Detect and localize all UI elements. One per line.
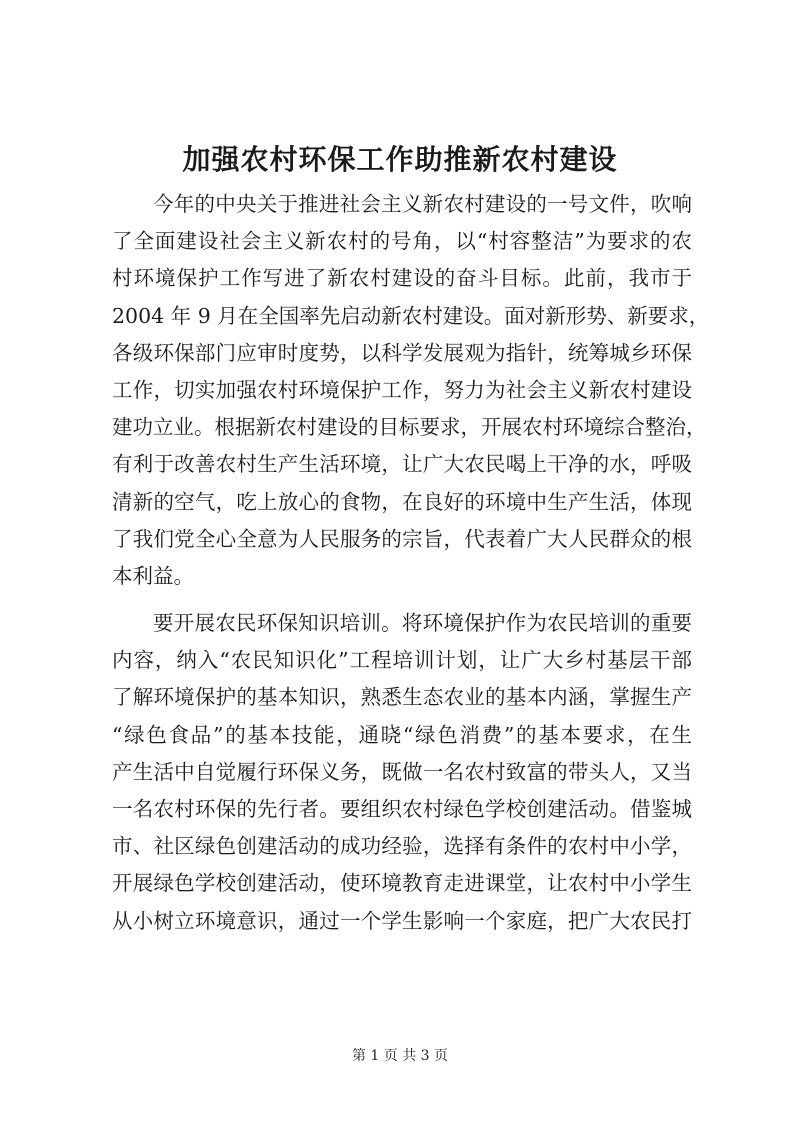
text-line: 了解环境保护的基本知识，熟悉生态农业的基本内涵，掌握生产 <box>112 685 692 710</box>
text-line: 开展绿色学校创建活动，使环境教育走进课堂，让农村中小学生 <box>112 871 692 896</box>
text-line: 2004 年 9 月在全国率先启动新农村建设。面对新形势、新要求， <box>112 303 710 328</box>
text-line: 从小树立环境意识，通过一个学生影响一个家庭，把广大农民打 <box>112 908 692 933</box>
text-line: 今年的中央关于推进社会主义新农村建设的一号文件，吹响 <box>153 192 692 216</box>
text-line: 村环境保护工作写进了新农村建设的奋斗目标。此前，我市于 <box>112 266 692 291</box>
paragraph-1 <box>112 186 710 595</box>
paragraph-2 <box>112 605 692 940</box>
text-line: 工作，切实加强农村环境保护工作，努力为社会主义新农村建设 <box>112 377 692 402</box>
text-line: 市、社区绿色创建活动的成功经验，选择有条件的农村中小学， <box>112 834 692 859</box>
text-line: 各级环保部门应审时度势，以科学发展观为指针，统筹城乡环保 <box>112 340 692 365</box>
text-line: 本利益。 <box>112 563 194 588</box>
text-line: 要开展农民环保知识培训。将环境保护作为农民培训的重要 <box>153 611 692 636</box>
text-line: 产生活中自觉履行环保义务，既做一名农村致富的带头人，又当 <box>112 759 692 784</box>
page-number-footer: 第 1 页 共 3 页 <box>351 1048 449 1064</box>
text-line: 建功立业。根据新农村建设的目标要求，开展农村环境综合整治， <box>112 415 707 440</box>
text-line: 内容，纳入“农民知识化”工程培训计划，让广大乡村基层干部 <box>112 648 692 673</box>
text-line: 了全面建设社会主义新农村的号角，以“村容整洁”为要求的农 <box>112 229 692 254</box>
document-title: 加强农村环保工作助推新农村建设 <box>182 143 618 176</box>
text-line: 一名农村环保的先行者。要组织农村绿色学校创建活动。借鉴城 <box>112 797 692 821</box>
text-line: 清新的空气，吃上放心的食物，在良好的环境中生产生活，体现 <box>112 489 692 514</box>
text-line: 有利于改善农村生产生活环境，让广大农民喝上干净的水，呼吸 <box>112 452 692 477</box>
text-line: “绿色食品”的基本技能，通晓“绿色消费”的基本要求，在生 <box>112 722 692 747</box>
document-body <box>112 186 710 950</box>
text-line: 了我们党全心全意为人民服务的宗旨，代表着广大人民群众的根 <box>112 526 692 551</box>
